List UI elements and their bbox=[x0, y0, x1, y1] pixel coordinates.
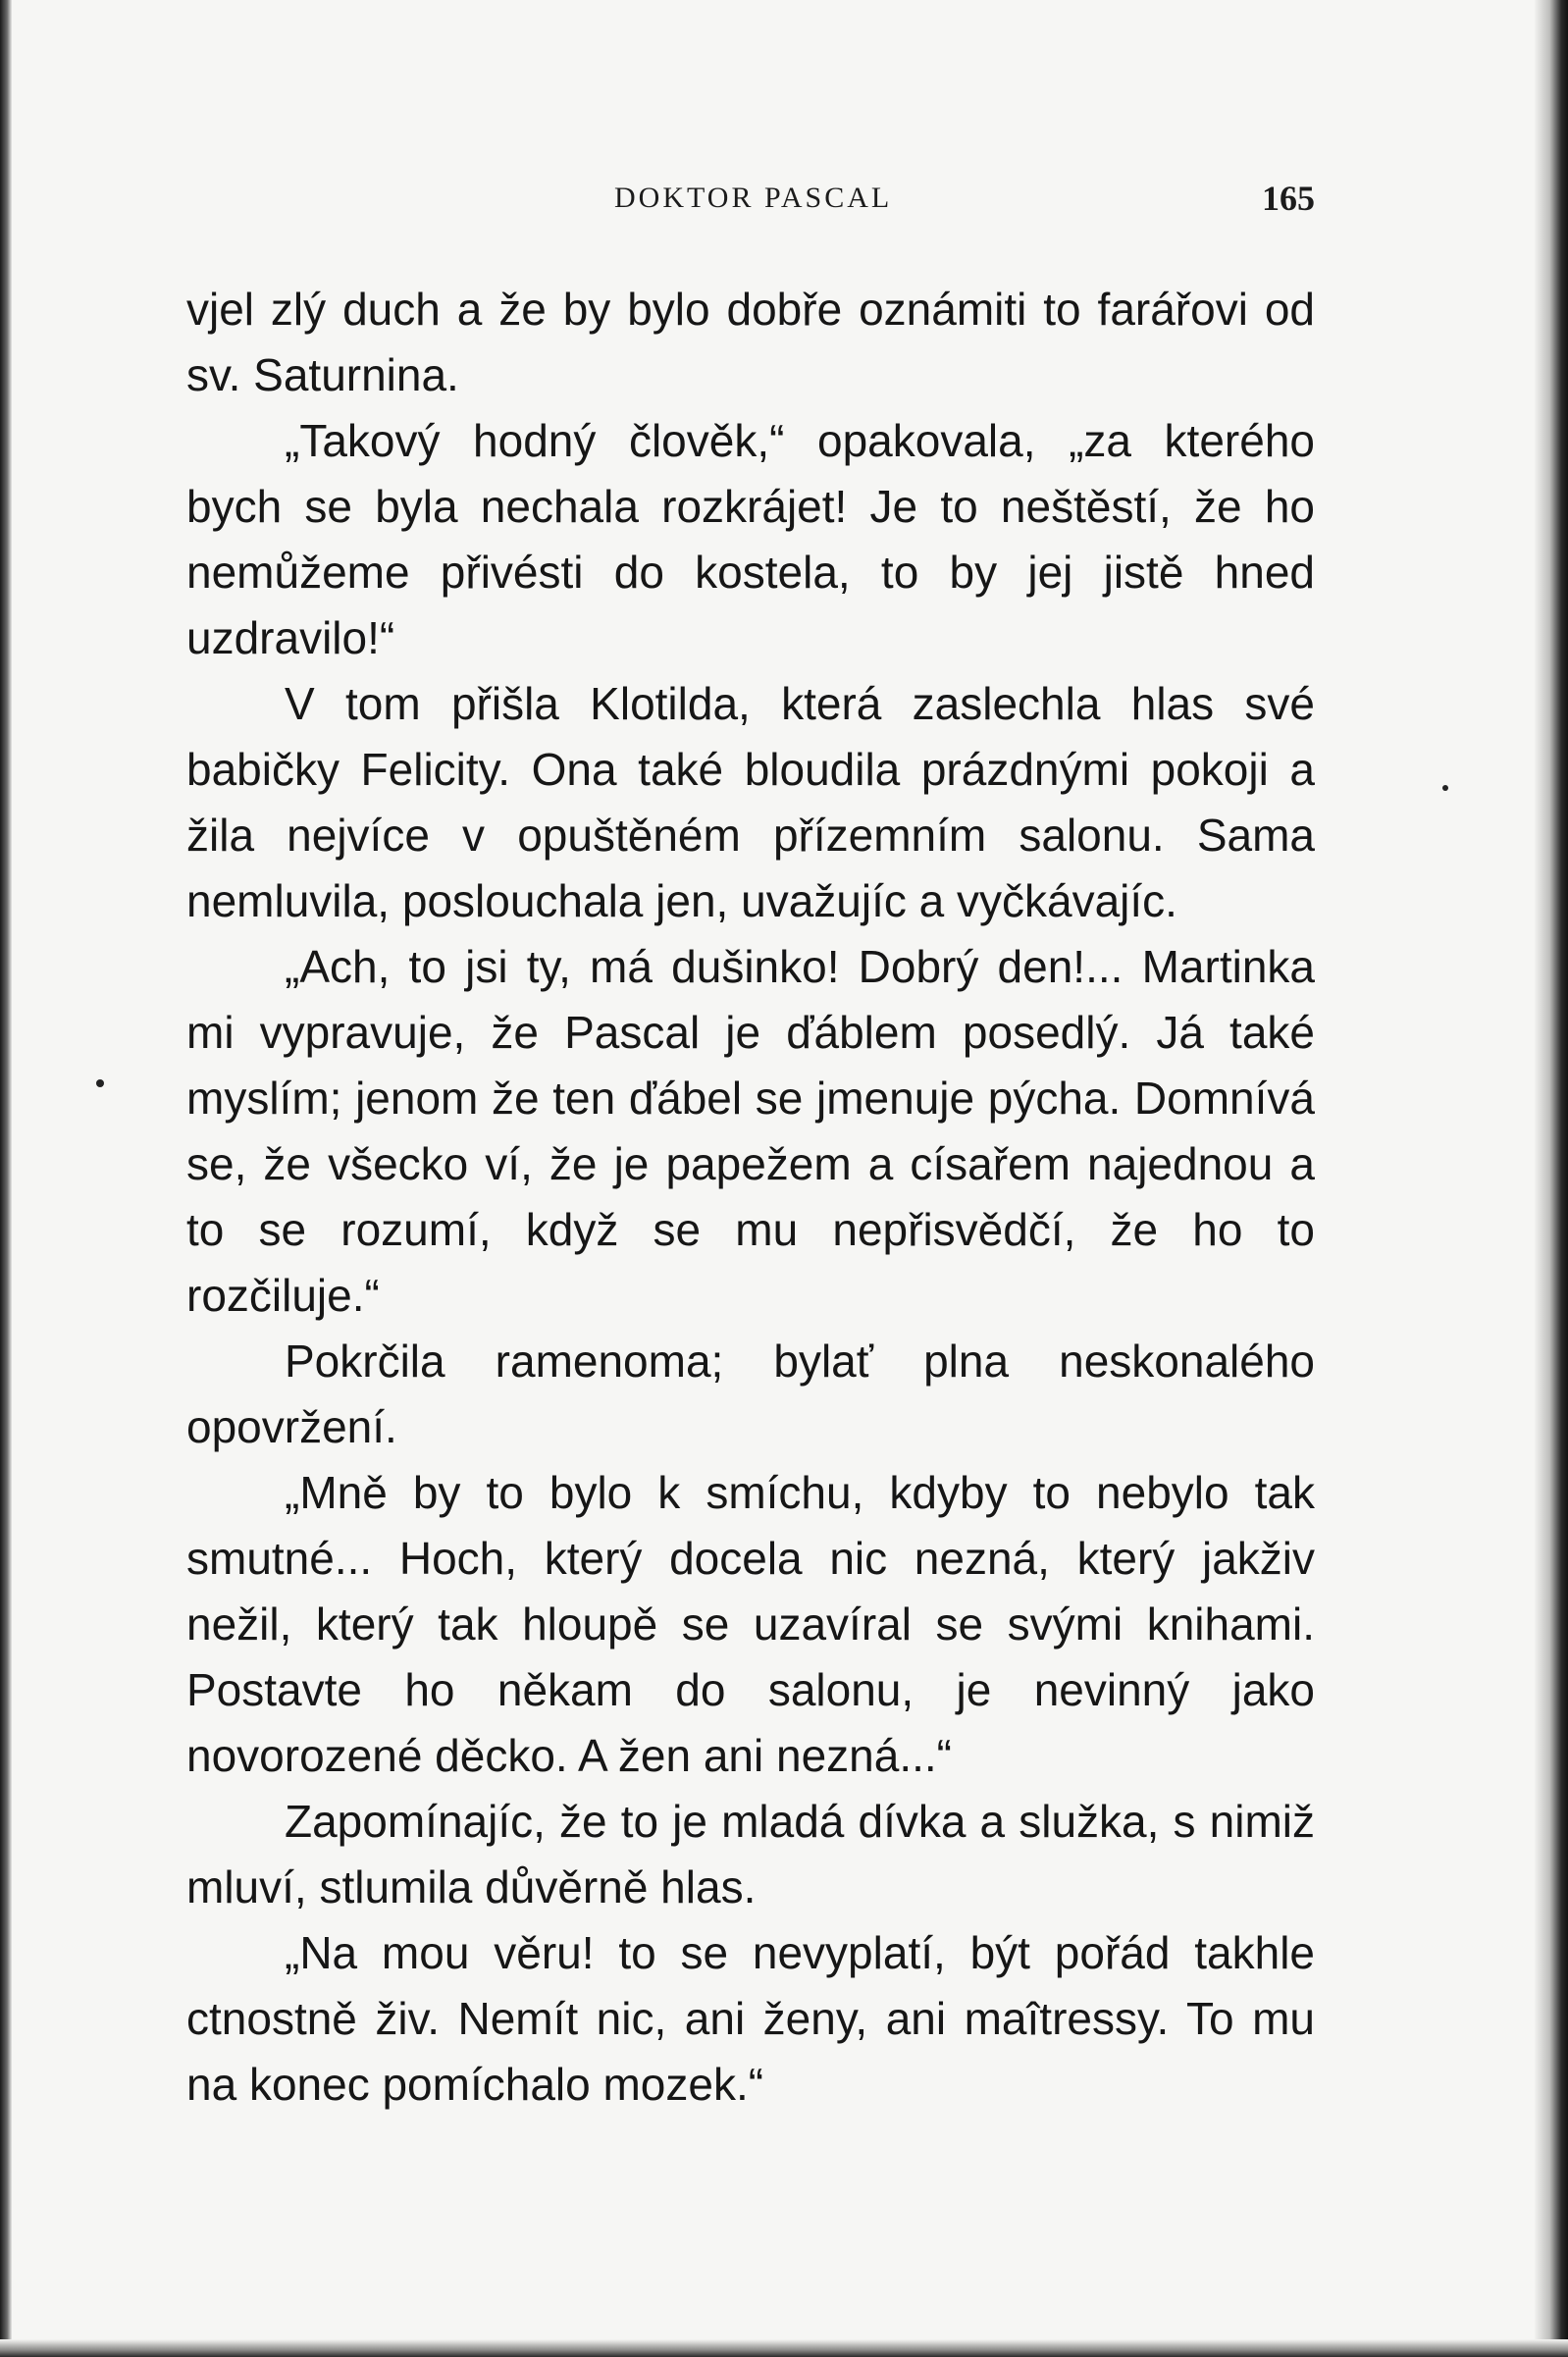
paragraph: „Ach, to jsi ty, má dušinko! Dobrý den!... Martinka mi vypravuje, že Pascal je ďáblem posedlý. Já také myslím; jenom že ten ďábel se jmenuje pýcha. Domnívá se, že všecko ví, že je papežem a císařem najednou a to se rozumí, když se mu nepřisvědčí, že ho to rozčiluje.“ bbox=[186, 941, 1315, 1321]
page-number: 165 bbox=[1262, 179, 1315, 218]
paragraph: V tom přišla Klotilda, která zaslechla hlas své babičky Felicity. Ona také bloudila prázdnými pokoji a žila nejvíce v opuštěném přízemním salonu. Sama nemluvila, poslouchala jen, uvažujíc a vyčkávajíc. bbox=[186, 678, 1315, 926]
paragraph: Pokrčila ramenoma; bylať plna neskonalého opovržení. bbox=[186, 1336, 1315, 1452]
page-left-edge bbox=[0, 0, 12, 2357]
running-head: DOKTOR PASCAL bbox=[614, 182, 893, 214]
page-bottom-edge bbox=[0, 2339, 1568, 2357]
paragraph: „Mně by to bylo k smíchu, kdyby to nebylo tak smutné... Hoch, který docela nic nezná, který jakživ nežil, který tak hloupě se uzavíral se svými knihami. Postavte ho někam do salonu, je nevinný jako novorozené děcko. A žen ani nezná...“ bbox=[186, 1467, 1315, 1781]
page-right-edge bbox=[1535, 0, 1568, 2357]
body-text bbox=[186, 277, 1315, 2118]
ink-speck bbox=[96, 1079, 104, 1087]
ink-speck bbox=[1442, 785, 1448, 791]
paragraph: „Takový hodný člověk,“ opakovala, „za kterého bych se byla nechala rozkrájet! Je to neštěstí, že ho nemůžeme přivésti do kostela, to by jej jistě hned uzdravilo!“ bbox=[186, 415, 1315, 663]
paragraph: „Na mou věru! to se nevyplatí, být pořád takhle ctnostně živ. Nemít nic, ani ženy, ani maîtressy. To mu na konec pomíchalo mozek.“ bbox=[186, 1927, 1315, 2110]
paragraph: vjel zlý duch a že by bylo dobře oznámiti to farářovi od sv. Saturnina. bbox=[186, 284, 1315, 400]
page-header bbox=[186, 178, 1315, 217]
paragraph: Zapomínajíc, že to je mladá dívka a služka, s nimiž mluví, stlumila důvěrně hlas. bbox=[186, 1796, 1315, 1912]
